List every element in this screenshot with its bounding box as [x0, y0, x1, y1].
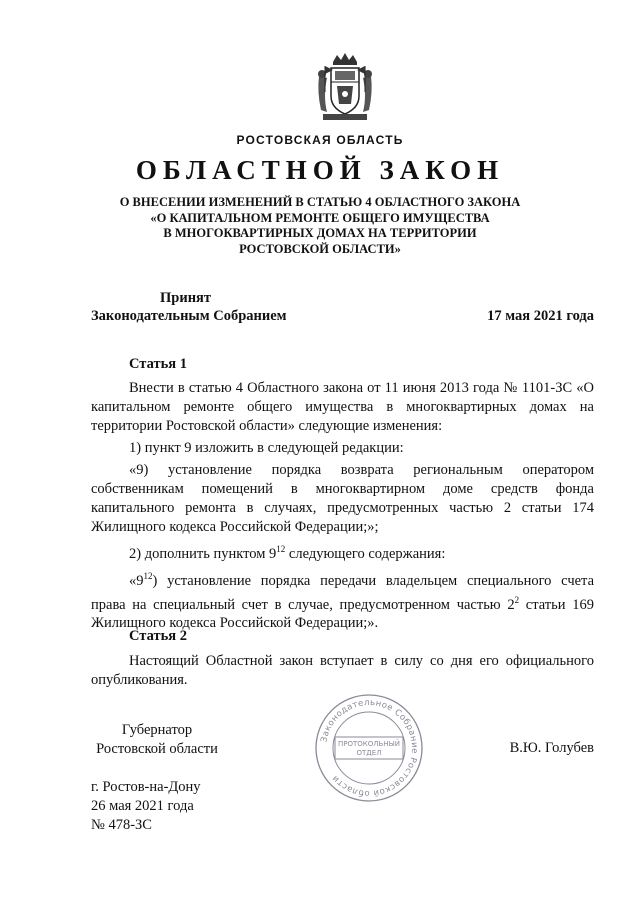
- superscript: 2: [514, 594, 520, 605]
- region-name: РОСТОВСКАЯ ОБЛАСТЬ: [236, 133, 404, 147]
- title-line: РОСТОВСКОЙ ОБЛАСТИ»: [239, 241, 401, 256]
- position-line: Ростовской области: [96, 741, 218, 757]
- text-fragment: 2) дополнить пунктом 9: [129, 545, 277, 562]
- article-2-paragraph: Настоящий Областной закон вступает в силу со дня его официального опубликования.: [91, 653, 594, 688]
- article-1-heading: Статья 1: [129, 356, 187, 372]
- superscript: 12: [276, 544, 286, 554]
- article-2-heading: Статья 2: [129, 628, 187, 644]
- document-type: ОБЛАСТНОЙ ЗАКОН: [135, 155, 505, 185]
- stamp-center-text: ОТДЕЛ: [356, 749, 382, 757]
- article-1-paragraph: «9) установление порядка возврата региональным оператором собственникам помещений в многоквартирном доме средств фонда капитального ремонта в случаях, предусмотренных частью 2 статьи 174 Жилищного кодекса Российской Федерации;»;: [91, 462, 594, 535]
- text-fragment: ) установление порядка передачи владельцем специального счета права на специальный счет в случае, предусмотренном частью 2: [91, 572, 594, 613]
- stamp-ring-text: Законодательное Собрание Ростовской области: [319, 697, 420, 799]
- article-1-paragraph: [91, 540, 594, 564]
- title-line: «О КАПИТАЛЬНОМ РЕМОНТЕ ОБЩЕГО ИМУЩЕСТВА: [150, 210, 490, 225]
- stamp-seal: [313, 692, 425, 804]
- signatory-name: В.Ю. Голубев: [509, 740, 594, 756]
- article-1-paragraph: [91, 567, 594, 634]
- law-number: № 478-ЗС: [91, 817, 152, 833]
- text-fragment: статьи 169 Жилищного кодекса Российской Федерации;».: [91, 596, 594, 632]
- adopted-date: 17 мая 2021 года: [487, 308, 594, 324]
- position-line: Губернатор: [121, 722, 193, 738]
- adopted-by: Законодательным Собранием: [91, 308, 287, 324]
- signatory-position: [91, 721, 223, 759]
- article-1-paragraph: 1) пункт 9 изложить в следующей редакции:: [129, 440, 404, 456]
- issue-city: г. Ростов-на-Дону: [91, 779, 201, 795]
- stamp-center-text: ПРОТОКОЛЬНЫЙ: [337, 740, 401, 748]
- article-1-paragraph: Внести в статью 4 Областного закона от 11 июня 2013 года № 1101-ЗС «О капитальном ремонте общего имущества в многоквартирных домах на территории Ростовской области» следующие изменения:: [91, 380, 594, 434]
- issue-details: [91, 778, 201, 835]
- document-title: [0, 195, 640, 257]
- title-line: В МНОГОКВАРТИРНЫХ ДОМАХ НА ТЕРРИТОРИИ: [163, 226, 477, 240]
- title-line: О ВНЕСЕНИИ ИЗМЕНЕНИЙ В СТАТЬЮ 4 ОБЛАСТНОГО ЗАКОНА: [119, 195, 521, 209]
- superscript: 12: [143, 570, 153, 581]
- issue-date: 26 мая 2021 года: [91, 798, 194, 814]
- article-2-body: [91, 652, 594, 690]
- adopted-label: Принят: [160, 290, 212, 306]
- text-fragment: следующего содержания:: [285, 545, 446, 562]
- coat-of-arms-icon: [313, 52, 377, 124]
- text-fragment: «9: [129, 572, 144, 589]
- article-1-body: [91, 379, 594, 633]
